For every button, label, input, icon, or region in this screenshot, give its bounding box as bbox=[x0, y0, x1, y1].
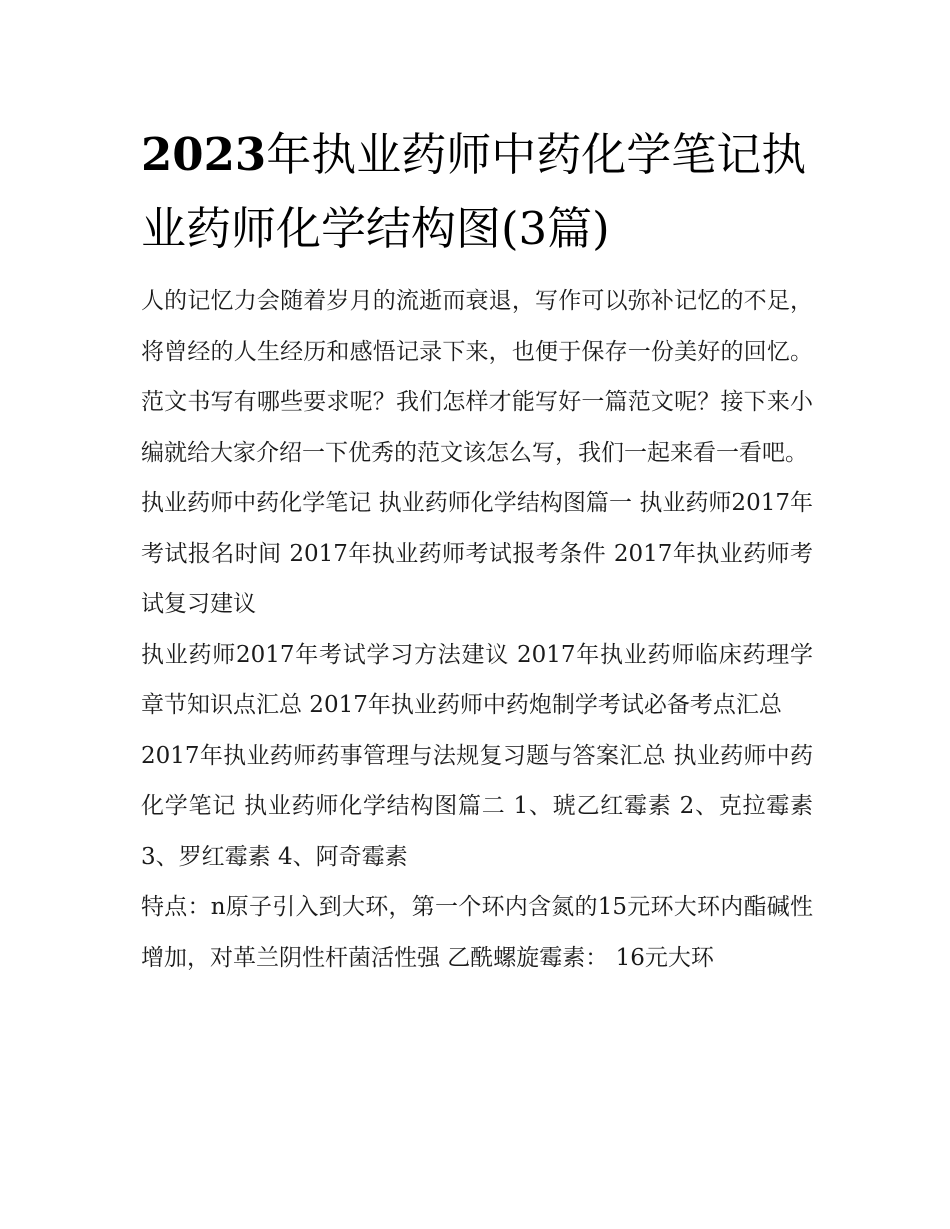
document-title bbox=[141, 118, 813, 266]
body-paragraph-3: 2017年执业药师药事管理与法规复习题与答案汇总 执业药师中药化学笔记 执业药师化学结构图篇二 1、琥乙红霉素 2、克拉霉素 3、罗红霉素 4、阿奇霉素 bbox=[141, 742, 813, 870]
body-paragraph-4: 特点：n原子引入到大环，第一个环内含氮的15元环大环内酯碱性增加，对革兰阴性杆菌活性强 乙酰螺旋霉素： 16元大环 bbox=[141, 894, 813, 971]
intro-paragraph: 人的记忆力会随着岁月的流逝而衰退，写作可以弥补记忆的不足，将曾经的人生经历和感悟记录下来，也便于保存一份美好的回忆。范文书写有哪些要求呢？我们怎样才能写好一篇范文呢？接下来小编就给大家介绍一下优秀的范文该怎么写，我们一起来看一看吧。 bbox=[141, 288, 813, 466]
document-content bbox=[141, 118, 813, 983]
body-paragraph-2: 执业药师2017年考试学习方法建议 2017年执业药师临床药理学章节知识点汇总 2017年执业药师中药炮制学考试必备考点汇总 bbox=[141, 641, 813, 718]
title-year: 2023 bbox=[141, 128, 267, 181]
body-paragraph-1: 执业药师中药化学笔记 执业药师化学结构图篇一 执业药师2017年考试报名时间 2017年执业药师考试报考条件 2017年执业药师考试复习建议 bbox=[141, 490, 813, 617]
title-text: 年执业药师中药化学笔记执业药师化学结构图(3篇) bbox=[141, 128, 807, 255]
